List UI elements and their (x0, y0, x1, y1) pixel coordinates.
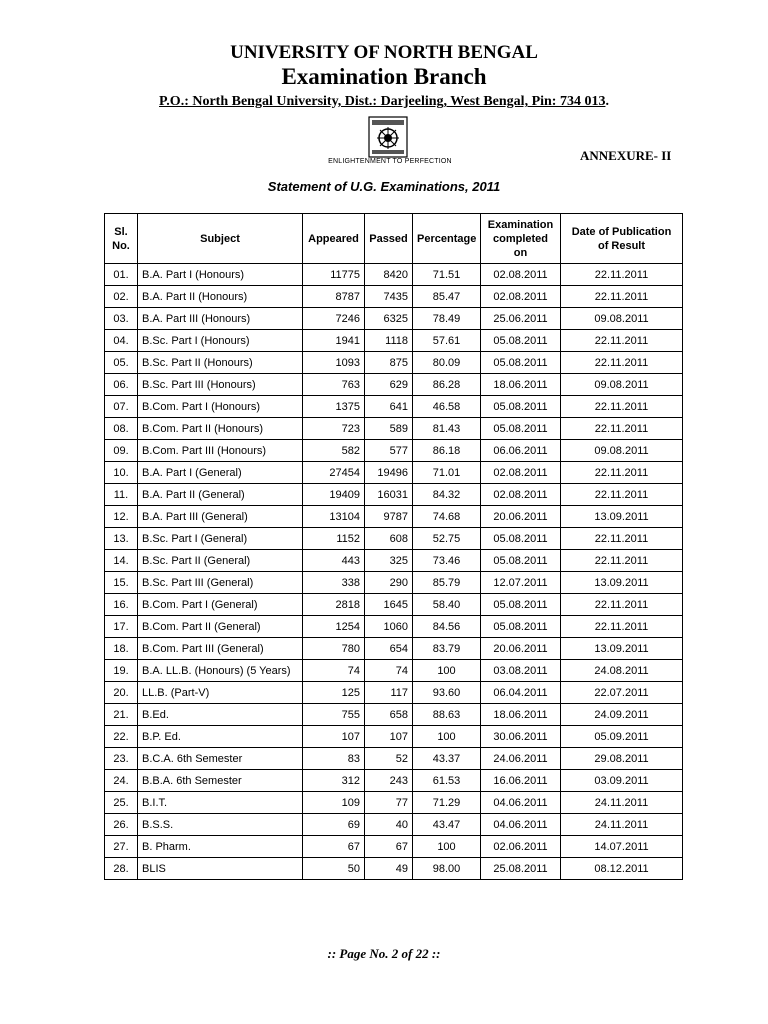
cell-completed: 05.08.2011 (481, 550, 561, 572)
table-row (105, 792, 683, 814)
cell-completed: 04.06.2011 (481, 814, 561, 836)
header-completed: Examination completed on (481, 214, 561, 264)
table-row (105, 638, 683, 660)
cell-appeared: 109 (303, 792, 365, 814)
cell-completed: 02.08.2011 (481, 286, 561, 308)
table-row (105, 682, 683, 704)
cell-appeared: 1375 (303, 396, 365, 418)
cell-subject: B.A. Part I (Honours) (138, 264, 303, 286)
annexure-label: ANNEXURE- II (580, 148, 672, 163)
cell-publication: 22.11.2011 (561, 484, 683, 506)
cell-subject: B.Com. Part III (General) (138, 638, 303, 660)
cell-publication: 22.11.2011 (561, 352, 683, 374)
cell-passed: 654 (365, 638, 413, 660)
cell-subject: B.Sc. Part II (Honours) (138, 352, 303, 374)
cell-subject: B.A. Part III (Honours) (138, 308, 303, 330)
cell-completed: 02.06.2011 (481, 836, 561, 858)
cell-passed: 117 (365, 682, 413, 704)
cell-sl: 16. (105, 594, 138, 616)
header-subject: Subject (138, 214, 303, 264)
cell-publication: 08.12.2011 (561, 858, 683, 880)
cell-completed: 02.08.2011 (481, 264, 561, 286)
cell-sl: 12. (105, 506, 138, 528)
header-passed: Passed (365, 214, 413, 264)
cell-publication: 24.08.2011 (561, 660, 683, 682)
cell-percentage: 93.60 (413, 682, 481, 704)
cell-appeared: 83 (303, 748, 365, 770)
cell-percentage: 61.53 (413, 770, 481, 792)
cell-passed: 16031 (365, 484, 413, 506)
cell-appeared: 723 (303, 418, 365, 440)
table-row (105, 858, 683, 880)
cell-subject: BLIS (138, 858, 303, 880)
cell-completed: 05.08.2011 (481, 352, 561, 374)
cell-percentage: 71.51 (413, 264, 481, 286)
cell-completed: 03.08.2011 (481, 660, 561, 682)
cell-completed: 25.06.2011 (481, 308, 561, 330)
cell-percentage: 73.46 (413, 550, 481, 572)
cell-sl: 15. (105, 572, 138, 594)
cell-appeared: 13104 (303, 506, 365, 528)
cell-sl: 01. (105, 264, 138, 286)
cell-publication: 22.11.2011 (561, 594, 683, 616)
cell-appeared: 1152 (303, 528, 365, 550)
cell-appeared: 69 (303, 814, 365, 836)
cell-publication: 05.09.2011 (561, 726, 683, 748)
header-publication: Date of Publication of Result (561, 214, 683, 264)
cell-subject: LL.B. (Part-V) (138, 682, 303, 704)
cell-subject: B.Sc. Part I (General) (138, 528, 303, 550)
branch-name: Examination Branch (281, 64, 487, 89)
cell-appeared: 11775 (303, 264, 365, 286)
cell-sl: 03. (105, 308, 138, 330)
cell-subject: B.Com. Part I (General) (138, 594, 303, 616)
cell-sl: 21. (105, 704, 138, 726)
cell-passed: 6325 (365, 308, 413, 330)
cell-passed: 641 (365, 396, 413, 418)
cell-sl: 20. (105, 682, 138, 704)
table-row (105, 770, 683, 792)
cell-subject: B.I.T. (138, 792, 303, 814)
cell-sl: 23. (105, 748, 138, 770)
cell-appeared: 312 (303, 770, 365, 792)
cell-completed: 05.08.2011 (481, 418, 561, 440)
cell-completed: 20.06.2011 (481, 506, 561, 528)
cell-sl: 07. (105, 396, 138, 418)
university-emblem-icon (368, 116, 408, 158)
cell-appeared: 582 (303, 440, 365, 462)
cell-percentage: 84.56 (413, 616, 481, 638)
cell-subject: B.Sc. Part III (General) (138, 572, 303, 594)
cell-subject: B.B.A. 6th Semester (138, 770, 303, 792)
cell-subject: B.Com. Part III (Honours) (138, 440, 303, 462)
cell-completed: 18.06.2011 (481, 374, 561, 396)
cell-sl: 26. (105, 814, 138, 836)
cell-publication: 22.11.2011 (561, 462, 683, 484)
table-row (105, 418, 683, 440)
cell-completed: 25.08.2011 (481, 858, 561, 880)
cell-sl: 13. (105, 528, 138, 550)
table-row (105, 836, 683, 858)
cell-appeared: 125 (303, 682, 365, 704)
cell-completed: 02.08.2011 (481, 484, 561, 506)
cell-passed: 1645 (365, 594, 413, 616)
cell-percentage: 46.58 (413, 396, 481, 418)
cell-sl: 27. (105, 836, 138, 858)
cell-appeared: 74 (303, 660, 365, 682)
cell-completed: 05.08.2011 (481, 396, 561, 418)
cell-percentage: 100 (413, 836, 481, 858)
table-row (105, 330, 683, 352)
cell-subject: B.A. Part III (General) (138, 506, 303, 528)
cell-sl: 05. (105, 352, 138, 374)
cell-percentage: 71.29 (413, 792, 481, 814)
table-row (105, 748, 683, 770)
cell-subject: B.Sc. Part II (General) (138, 550, 303, 572)
cell-appeared: 780 (303, 638, 365, 660)
cell-sl: 24. (105, 770, 138, 792)
header-percentage: Percentage (413, 214, 481, 264)
cell-percentage: 71.01 (413, 462, 481, 484)
cell-subject: B.S.S. (138, 814, 303, 836)
cell-percentage: 85.79 (413, 572, 481, 594)
cell-sl: 14. (105, 550, 138, 572)
cell-sl: 10. (105, 462, 138, 484)
table-row (105, 616, 683, 638)
cell-passed: 7435 (365, 286, 413, 308)
cell-percentage: 58.40 (413, 594, 481, 616)
cell-appeared: 1941 (303, 330, 365, 352)
cell-subject: B.Sc. Part III (Honours) (138, 374, 303, 396)
cell-publication: 09.08.2011 (561, 374, 683, 396)
table-row (105, 726, 683, 748)
cell-passed: 1060 (365, 616, 413, 638)
cell-percentage: 100 (413, 726, 481, 748)
cell-appeared: 1093 (303, 352, 365, 374)
cell-percentage: 85.47 (413, 286, 481, 308)
cell-passed: 589 (365, 418, 413, 440)
cell-completed: 12.07.2011 (481, 572, 561, 594)
cell-percentage: 52.75 (413, 528, 481, 550)
cell-completed: 04.06.2011 (481, 792, 561, 814)
cell-percentage: 80.09 (413, 352, 481, 374)
cell-sl: 02. (105, 286, 138, 308)
cell-passed: 608 (365, 528, 413, 550)
cell-passed: 875 (365, 352, 413, 374)
cell-passed: 577 (365, 440, 413, 462)
cell-completed: 06.06.2011 (481, 440, 561, 462)
cell-publication: 22.11.2011 (561, 528, 683, 550)
cell-publication: 22.07.2011 (561, 682, 683, 704)
cell-percentage: 43.47 (413, 814, 481, 836)
cell-percentage: 84.32 (413, 484, 481, 506)
cell-appeared: 67 (303, 836, 365, 858)
cell-completed: 05.08.2011 (481, 528, 561, 550)
table-row (105, 396, 683, 418)
cell-sl: 22. (105, 726, 138, 748)
cell-sl: 06. (105, 374, 138, 396)
cell-sl: 09. (105, 440, 138, 462)
cell-publication: 22.11.2011 (561, 286, 683, 308)
cell-publication: 13.09.2011 (561, 506, 683, 528)
cell-appeared: 19409 (303, 484, 365, 506)
cell-publication: 14.07.2011 (561, 836, 683, 858)
cell-percentage: 78.49 (413, 308, 481, 330)
cell-completed: 05.08.2011 (481, 330, 561, 352)
cell-appeared: 338 (303, 572, 365, 594)
table-row (105, 550, 683, 572)
cell-passed: 19496 (365, 462, 413, 484)
cell-publication: 09.08.2011 (561, 440, 683, 462)
cell-appeared: 7246 (303, 308, 365, 330)
cell-appeared: 50 (303, 858, 365, 880)
address-line (0, 94, 768, 110)
cell-passed: 49 (365, 858, 413, 880)
cell-subject: B.P. Ed. (138, 726, 303, 748)
cell-passed: 290 (365, 572, 413, 594)
cell-passed: 9787 (365, 506, 413, 528)
address-text: P.O.: North Bengal University, Dist.: Darjeeling, West Bengal, Pin: 734 013 (159, 94, 606, 109)
cell-sl: 17. (105, 616, 138, 638)
cell-appeared: 763 (303, 374, 365, 396)
cell-percentage: 100 (413, 660, 481, 682)
cell-sl: 28. (105, 858, 138, 880)
table-row (105, 506, 683, 528)
cell-appeared: 755 (303, 704, 365, 726)
cell-passed: 8420 (365, 264, 413, 286)
cell-completed: 02.08.2011 (481, 462, 561, 484)
cell-subject: B.Sc. Part I (Honours) (138, 330, 303, 352)
table-row (105, 440, 683, 462)
university-name: UNIVERSITY OF NORTH BENGAL (230, 42, 538, 63)
cell-appeared: 1254 (303, 616, 365, 638)
cell-publication: 09.08.2011 (561, 308, 683, 330)
table-row (105, 660, 683, 682)
cell-publication: 22.11.2011 (561, 550, 683, 572)
cell-completed: 20.06.2011 (481, 638, 561, 660)
cell-completed: 05.08.2011 (481, 594, 561, 616)
cell-passed: 40 (365, 814, 413, 836)
table-row (105, 484, 683, 506)
table-row (105, 286, 683, 308)
cell-appeared: 27454 (303, 462, 365, 484)
cell-appeared: 2818 (303, 594, 365, 616)
cell-percentage: 98.00 (413, 858, 481, 880)
cell-publication: 24.11.2011 (561, 792, 683, 814)
cell-publication: 22.11.2011 (561, 264, 683, 286)
cell-publication: 22.11.2011 (561, 616, 683, 638)
table-row (105, 528, 683, 550)
table-row (105, 704, 683, 726)
header-sl: Sl. No. (105, 214, 138, 264)
cell-completed: 16.06.2011 (481, 770, 561, 792)
cell-publication: 24.11.2011 (561, 814, 683, 836)
cell-subject: B.Com. Part I (Honours) (138, 396, 303, 418)
cell-passed: 77 (365, 792, 413, 814)
cell-subject: B.A. LL.B. (Honours) (5 Years) (138, 660, 303, 682)
cell-sl: 25. (105, 792, 138, 814)
cell-publication: 22.11.2011 (561, 396, 683, 418)
cell-passed: 658 (365, 704, 413, 726)
cell-publication: 24.09.2011 (561, 704, 683, 726)
motto: ENLIGHTENMENT TO PERFECTION (328, 158, 452, 165)
address-end: . (605, 94, 609, 109)
cell-subject: B.C.A. 6th Semester (138, 748, 303, 770)
table-row (105, 572, 683, 594)
table-row (105, 264, 683, 286)
cell-publication: 13.09.2011 (561, 572, 683, 594)
cell-percentage: 81.43 (413, 418, 481, 440)
cell-subject: B.A. Part II (General) (138, 484, 303, 506)
cell-percentage: 86.18 (413, 440, 481, 462)
table-row (105, 308, 683, 330)
table-header-row (105, 214, 683, 264)
cell-sl: 18. (105, 638, 138, 660)
cell-subject: B.Com. Part II (General) (138, 616, 303, 638)
cell-publication: 22.11.2011 (561, 330, 683, 352)
table-row (105, 462, 683, 484)
table-row (105, 814, 683, 836)
cell-sl: 11. (105, 484, 138, 506)
cell-completed: 30.06.2011 (481, 726, 561, 748)
statement-title: Statement of U.G. Examinations, 2011 (267, 179, 501, 194)
cell-publication: 29.08.2011 (561, 748, 683, 770)
cell-publication: 13.09.2011 (561, 638, 683, 660)
cell-completed: 18.06.2011 (481, 704, 561, 726)
cell-sl: 08. (105, 418, 138, 440)
cell-subject: B.A. Part I (General) (138, 462, 303, 484)
cell-sl: 04. (105, 330, 138, 352)
cell-passed: 325 (365, 550, 413, 572)
table-row (105, 374, 683, 396)
cell-percentage: 83.79 (413, 638, 481, 660)
cell-completed: 06.04.2011 (481, 682, 561, 704)
cell-subject: B. Pharm. (138, 836, 303, 858)
cell-percentage: 57.61 (413, 330, 481, 352)
cell-percentage: 88.63 (413, 704, 481, 726)
header-appeared: Appeared (303, 214, 365, 264)
cell-percentage: 43.37 (413, 748, 481, 770)
cell-subject: B.A. Part II (Honours) (138, 286, 303, 308)
cell-subject: B.Com. Part II (Honours) (138, 418, 303, 440)
cell-publication: 03.09.2011 (561, 770, 683, 792)
cell-sl: 19. (105, 660, 138, 682)
cell-completed: 05.08.2011 (481, 616, 561, 638)
page-number: :: Page No. 2 of 22 :: (327, 946, 441, 961)
cell-passed: 52 (365, 748, 413, 770)
results-table (104, 213, 683, 880)
cell-percentage: 74.68 (413, 506, 481, 528)
cell-percentage: 86.28 (413, 374, 481, 396)
cell-passed: 1118 (365, 330, 413, 352)
cell-publication: 22.11.2011 (561, 418, 683, 440)
cell-appeared: 443 (303, 550, 365, 572)
cell-completed: 24.06.2011 (481, 748, 561, 770)
cell-appeared: 8787 (303, 286, 365, 308)
cell-passed: 67 (365, 836, 413, 858)
cell-passed: 74 (365, 660, 413, 682)
cell-passed: 107 (365, 726, 413, 748)
table-row (105, 352, 683, 374)
cell-passed: 629 (365, 374, 413, 396)
cell-subject: B.Ed. (138, 704, 303, 726)
table-row (105, 594, 683, 616)
cell-passed: 243 (365, 770, 413, 792)
table-body (105, 264, 683, 880)
cell-appeared: 107 (303, 726, 365, 748)
